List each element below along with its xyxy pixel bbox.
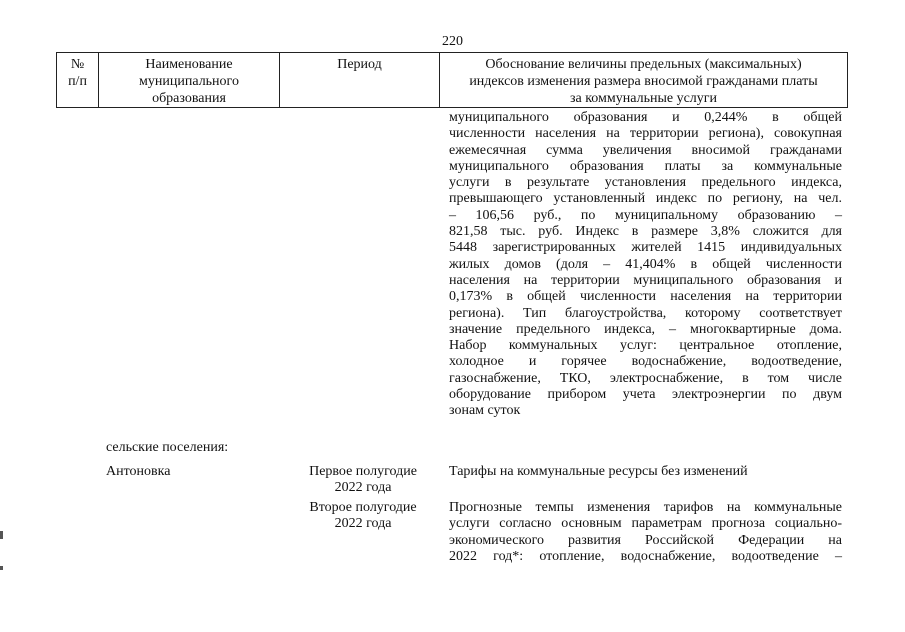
municipality-name: Антоновка — [106, 464, 171, 479]
text-line: 821,58 тыс. руб. Индекс в размере 3,8% сложится для — [449, 224, 842, 240]
continued-basis-text — [449, 110, 842, 420]
header-period-column: Период — [280, 53, 440, 107]
section-heading: сельские поселения: — [106, 440, 229, 455]
text-line: газоснабжение, ТКО, электроснабжение, в том числе — [449, 370, 842, 386]
header-basis-column: Обоснование величины предельных (максимальных) индексов изменения размера вносимой гражданами платы за коммунальные услуги — [469, 57, 818, 106]
table-header — [56, 52, 848, 108]
text-line: значение предельного индекса, – многоквартирные дома. — [449, 321, 842, 337]
scan-margin-mark — [0, 566, 3, 570]
text-line: ежемесячная сумма увеличения вносимой гражданами — [449, 142, 842, 158]
text-line: муниципального образования платы за коммунальные — [449, 158, 842, 174]
text-line: муниципального образования и 0,244% в общей — [449, 110, 842, 125]
text-line: Набор коммунальных услуг: центральное отопление, — [449, 338, 842, 354]
basis-second-half — [449, 500, 842, 565]
text-line: 5448 зарегистрированных жителей 1415 индивидуальных — [449, 240, 842, 256]
text-line: превышающего установленный индекс по региону, на чел. — [449, 191, 842, 207]
text-line: – 106,56 руб., по муниципальному образованию – — [449, 207, 842, 223]
text-line: оборудование прибором учета электроэнергии по двум — [449, 387, 842, 403]
text-line: услуги в результате установления предельного индекса, — [449, 175, 842, 191]
text-line: региона). Тип благоустройства, которому соответствует — [449, 305, 842, 321]
text-line: зонам суток — [449, 403, 521, 419]
text-line: Прогнозные темпы изменения тарифов на коммунальные — [449, 500, 842, 515]
text-line: экономического развития Российской Федерации на — [449, 532, 842, 548]
text-line: населения на территории муниципального образования и — [449, 272, 842, 288]
text-line: услуги согласно основным параметрам прогноза социально- — [449, 516, 842, 532]
text-line: 0,173% в общей численности населения на территории — [449, 289, 842, 305]
header-number-column: № п/п — [57, 53, 99, 107]
period-first-half: Первое полугодие 2022 года — [309, 464, 417, 495]
period-second-half: Второе полугодие 2022 года — [309, 500, 417, 531]
text-line: холодное и горячее водоснабжение, водоотведение, — [449, 354, 842, 370]
basis-first-half: Тарифы на коммунальные ресурсы без изменений — [449, 464, 748, 479]
text-line: 2022 год*: отопление, водоснабжение, водоотведение – — [449, 548, 842, 564]
page-number: 220 — [442, 34, 463, 49]
scan-margin-mark — [0, 531, 3, 539]
text-line: численности населения на территории региона), совокупная — [449, 126, 842, 142]
header-municipality-column: Наименование муниципального образования — [99, 53, 280, 107]
text-line: жилых домов (доля – 41,404% в общей численности — [449, 256, 842, 272]
